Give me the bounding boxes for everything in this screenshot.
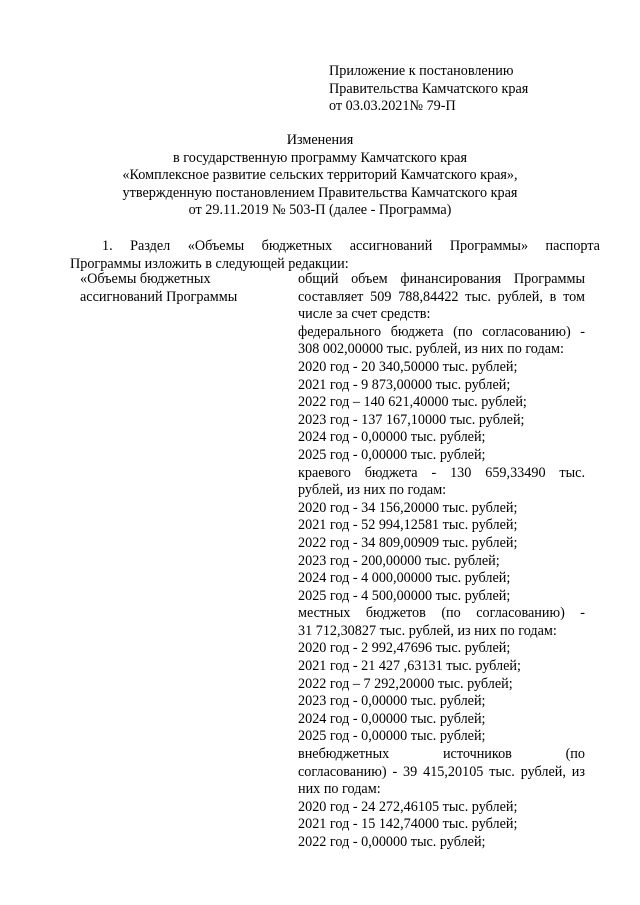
funding-line: 2022 год - 34 809,00909 тыс. рублей;	[298, 534, 518, 551]
funding-line: 2025 год - 0,00000 тыс. рублей;	[298, 728, 486, 745]
clause-1	[70, 238, 600, 273]
funding-line: 2023 год - 200,00000 тыс. рублей;	[298, 552, 500, 569]
funding-line: общий объем финансирования Программы	[298, 271, 585, 287]
funding-line: 2020 год - 34 156,20000 тыс. рублей;	[298, 499, 518, 516]
funding-line: 2022 год - 0,00000 тыс. рублей;	[298, 834, 486, 850]
document-title	[60, 132, 580, 220]
funding-line: 2021 год - 9 873,00000 тыс. рублей;	[298, 376, 511, 393]
funding-line: 2023 год - 0,00000 тыс. рублей;	[298, 693, 486, 710]
funding-line: них по годам:	[298, 781, 381, 798]
funding-line: 2025 год - 0,00000 тыс. рублей;	[298, 446, 486, 463]
table-left-cell	[80, 271, 280, 306]
funding-line: 2021 год - 15 142,74000 тыс. рублей;	[298, 816, 518, 833]
title-line-5: от 29.11.2019 № 503-П (далее - Программа)	[188, 202, 452, 219]
funding-line: федерального бюджета (по согласованию) -	[298, 323, 585, 340]
appendix-line-3: от 03.03.2021№ 79-П	[329, 98, 456, 115]
funding-line: 2020 год - 2 992,47696 тыс. рублей;	[298, 640, 511, 657]
funding-line: 31 712,30827 тыс. рублей, из них по годам:	[298, 622, 557, 639]
funding-line: 2024 год - 4 000,00000 тыс. рублей;	[298, 570, 511, 587]
funding-line: 2024 год - 0,00000 тыс. рублей;	[298, 710, 486, 727]
funding-line: 2020 год - 20 340,50000 тыс. рублей;	[298, 358, 518, 375]
clause-line-1: 1. Раздел «Объемы бюджетных ассигнований Программы» паспорта	[102, 238, 600, 254]
funding-line: 308 002,00000 тыс. рублей, из них по годам:	[298, 341, 564, 358]
funding-line: 2022 год – 140 621,40000 тыс. рублей;	[298, 394, 527, 411]
funding-line: 2025 год - 4 500,00000 тыс. рублей;	[298, 587, 511, 604]
funding-line: 2022 год – 7 292,20000 тыс. рублей;	[298, 675, 513, 692]
funding-line: согласованию) - 39 415,20105 тыс. рублей, из	[298, 763, 585, 780]
funding-line: 2020 год - 24 272,46105 тыс. рублей;	[298, 798, 518, 815]
left-cell-line-2: ассигнований Программы	[80, 288, 238, 305]
title-line-3: «Комплексное развитие сельских территорий Камчатского края»,	[122, 167, 518, 184]
funding-line: составляет 509 788,84422 тыс. рублей, в том	[298, 288, 585, 305]
funding-line: 2021 год - 52 994,12581 тыс. рублей;	[298, 517, 518, 534]
left-cell-line-1: «Объемы бюджетных	[80, 271, 211, 287]
funding-line: 2021 год - 21 427 ,63131 тыс. рублей;	[298, 658, 521, 675]
table-right-cell	[298, 271, 585, 852]
title-line-1: Изменения	[286, 132, 354, 148]
funding-line: рублей, из них по годам:	[298, 482, 447, 499]
clause-line-2: Программы изложить в следующей редакции:	[70, 255, 349, 272]
title-line-2: в государственную программу Камчатского края	[173, 149, 467, 166]
title-line-4: утвержденную постановлением Правительства Камчатского края	[122, 184, 518, 201]
appendix-line-1: Приложение к постановлению	[329, 63, 514, 79]
funding-line: числе за счет средств:	[298, 306, 431, 323]
funding-line: внебюджетных источников (по	[298, 746, 585, 763]
funding-line: краевого бюджета - 130 659,33490 тыс.	[298, 464, 585, 481]
funding-line: 2024 год - 0,00000 тыс. рублей;	[298, 429, 486, 446]
appendix-header	[329, 63, 609, 116]
appendix-line-2: Правительства Камчатского края	[329, 80, 529, 97]
funding-line: местных бюджетов (по согласованию) -	[298, 605, 585, 622]
funding-line: 2023 год - 137 167,10000 тыс. рублей;	[298, 411, 525, 428]
